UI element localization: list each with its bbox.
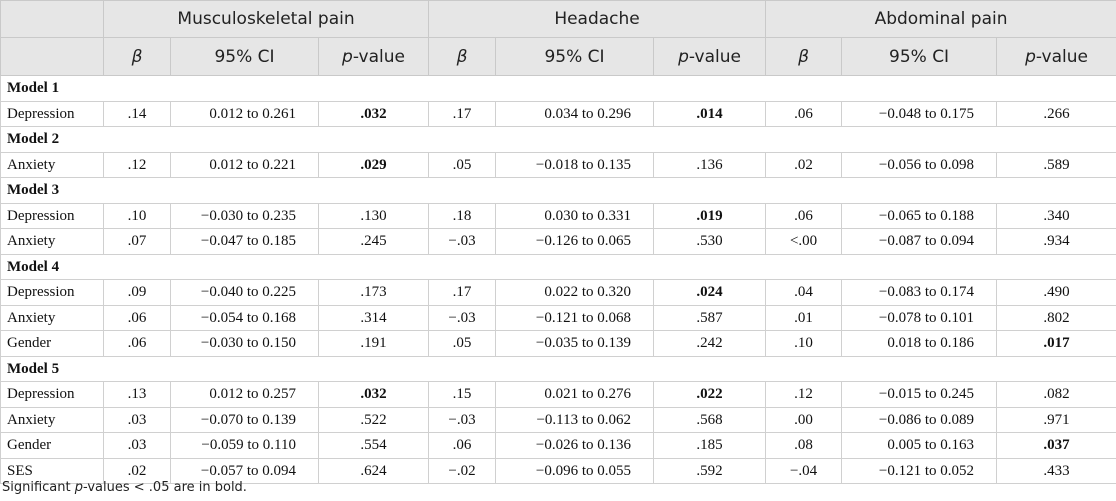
model-row [1, 178, 1116, 204]
table-row [1, 331, 1116, 357]
ci-cell: −0.096 to 0.055 [496, 458, 654, 484]
row-label: Anxiety [1, 407, 104, 433]
ci-cell: −0.030 to 0.150 [171, 331, 319, 357]
col-header-p: p-value [654, 38, 766, 76]
table-row [1, 152, 1116, 178]
table-row [1, 280, 1116, 306]
model-title: Model 2 [1, 127, 1116, 153]
ci-cell: −0.040 to 0.225 [171, 280, 319, 306]
p-value-cell: .266 [997, 101, 1116, 127]
row-label: Depression [1, 280, 104, 306]
col-header-ci: 95% CI [842, 38, 997, 76]
ci-cell: −0.059 to 0.110 [171, 433, 319, 459]
ci-cell: 0.030 to 0.331 [496, 203, 654, 229]
beta-cell: .18 [429, 203, 496, 229]
p-value-cell: .019 [654, 203, 766, 229]
p-value-cell: .624 [319, 458, 429, 484]
beta-cell: .03 [104, 433, 171, 459]
table-row [1, 229, 1116, 255]
beta-cell: <.00 [766, 229, 842, 255]
p-value-cell: .934 [997, 229, 1116, 255]
group-header: Abdominal pain [766, 1, 1116, 38]
beta-cell: .12 [104, 152, 171, 178]
footnote: Significant p-values < .05 are in bold. [2, 480, 247, 495]
table-row [1, 382, 1116, 408]
model-row [1, 127, 1116, 153]
model-row [1, 76, 1116, 102]
p-value-cell: .242 [654, 331, 766, 357]
ci-cell: 0.022 to 0.320 [496, 280, 654, 306]
beta-cell: .06 [766, 203, 842, 229]
ci-cell: −0.126 to 0.065 [496, 229, 654, 255]
beta-cell: .02 [104, 458, 171, 484]
model-title: Model 4 [1, 254, 1116, 280]
p-value-cell: .185 [654, 433, 766, 459]
p-value-cell: .530 [654, 229, 766, 255]
p-value-cell: .314 [319, 305, 429, 331]
beta-cell: −.04 [766, 458, 842, 484]
beta-cell: .09 [104, 280, 171, 306]
col-header-beta: β [104, 38, 171, 76]
group-header: Headache [429, 1, 766, 38]
ci-cell: −0.057 to 0.094 [171, 458, 319, 484]
ci-cell: −0.070 to 0.139 [171, 407, 319, 433]
ci-cell: −0.086 to 0.089 [842, 407, 997, 433]
p-value-cell: .037 [997, 433, 1116, 459]
p-value-cell: .032 [319, 382, 429, 408]
p-value-cell: .554 [319, 433, 429, 459]
p-value-cell: .024 [654, 280, 766, 306]
table-row [1, 407, 1116, 433]
ci-cell: 0.018 to 0.186 [842, 331, 997, 357]
beta-cell: .02 [766, 152, 842, 178]
col-header-ci: 95% CI [496, 38, 654, 76]
beta-cell: .06 [766, 101, 842, 127]
ci-cell: 0.012 to 0.257 [171, 382, 319, 408]
p-value-cell: .802 [997, 305, 1116, 331]
ci-cell: −0.047 to 0.185 [171, 229, 319, 255]
row-label: Gender [1, 433, 104, 459]
ci-cell: 0.012 to 0.221 [171, 152, 319, 178]
ci-cell: −0.015 to 0.245 [842, 382, 997, 408]
model-row [1, 254, 1116, 280]
p-value-cell: .082 [997, 382, 1116, 408]
p-value-cell: .971 [997, 407, 1116, 433]
ci-cell: −0.026 to 0.136 [496, 433, 654, 459]
beta-cell: .10 [104, 203, 171, 229]
ci-cell: 0.021 to 0.276 [496, 382, 654, 408]
ci-cell: 0.005 to 0.163 [842, 433, 997, 459]
ci-cell: −0.065 to 0.188 [842, 203, 997, 229]
col-header-ci: 95% CI [171, 38, 319, 76]
beta-cell: .01 [766, 305, 842, 331]
p-value-cell: .014 [654, 101, 766, 127]
header-corner [1, 38, 104, 76]
row-label: Gender [1, 331, 104, 357]
p-value-cell: .032 [319, 101, 429, 127]
beta-cell: .17 [429, 101, 496, 127]
row-label: Anxiety [1, 305, 104, 331]
beta-cell: .10 [766, 331, 842, 357]
ci-cell: 0.012 to 0.261 [171, 101, 319, 127]
model-title: Model 1 [1, 76, 1116, 102]
ci-cell: −0.078 to 0.101 [842, 305, 997, 331]
ci-cell: −0.030 to 0.235 [171, 203, 319, 229]
p-value-cell: .490 [997, 280, 1116, 306]
p-value-cell: .022 [654, 382, 766, 408]
ci-cell: −0.121 to 0.052 [842, 458, 997, 484]
ci-cell: −0.048 to 0.175 [842, 101, 997, 127]
ci-cell: −0.035 to 0.139 [496, 331, 654, 357]
p-value-cell: .017 [997, 331, 1116, 357]
p-value-cell: .522 [319, 407, 429, 433]
col-header-beta: β [429, 38, 496, 76]
beta-cell: .00 [766, 407, 842, 433]
row-label: Depression [1, 101, 104, 127]
table-row [1, 305, 1116, 331]
beta-cell: .05 [429, 331, 496, 357]
p-value-cell: .029 [319, 152, 429, 178]
beta-cell: .06 [104, 331, 171, 357]
beta-cell: −.03 [429, 229, 496, 255]
p-value-cell: .130 [319, 203, 429, 229]
ci-cell: −0.018 to 0.135 [496, 152, 654, 178]
table-row [1, 433, 1116, 459]
beta-cell: .13 [104, 382, 171, 408]
beta-cell: .03 [104, 407, 171, 433]
model-row [1, 356, 1116, 382]
beta-cell: .15 [429, 382, 496, 408]
model-title: Model 3 [1, 178, 1116, 204]
p-value-cell: .245 [319, 229, 429, 255]
ci-cell: −0.056 to 0.098 [842, 152, 997, 178]
row-label: Depression [1, 203, 104, 229]
model-title: Model 5 [1, 356, 1116, 382]
beta-cell: .06 [104, 305, 171, 331]
row-label: Anxiety [1, 152, 104, 178]
beta-cell: .04 [766, 280, 842, 306]
p-value-cell: .340 [997, 203, 1116, 229]
beta-cell: .06 [429, 433, 496, 459]
row-label: SES [1, 458, 104, 484]
ci-cell: 0.034 to 0.296 [496, 101, 654, 127]
col-header-p: p-value [997, 38, 1116, 76]
beta-cell: −.02 [429, 458, 496, 484]
beta-cell: .17 [429, 280, 496, 306]
row-label: Depression [1, 382, 104, 408]
p-value-cell: .191 [319, 331, 429, 357]
col-header-p: p-value [319, 38, 429, 76]
beta-cell: .07 [104, 229, 171, 255]
p-value-cell: .433 [997, 458, 1116, 484]
beta-cell: .05 [429, 152, 496, 178]
beta-cell: .12 [766, 382, 842, 408]
ci-cell: −0.121 to 0.068 [496, 305, 654, 331]
ci-cell: −0.087 to 0.094 [842, 229, 997, 255]
p-value-cell: .589 [997, 152, 1116, 178]
beta-cell: −.03 [429, 407, 496, 433]
ci-cell: −0.113 to 0.062 [496, 407, 654, 433]
p-value-cell: .568 [654, 407, 766, 433]
group-header: Musculoskeletal pain [104, 1, 429, 38]
row-label: Anxiety [1, 229, 104, 255]
beta-cell: .14 [104, 101, 171, 127]
p-value-cell: .136 [654, 152, 766, 178]
beta-cell: .08 [766, 433, 842, 459]
table-row [1, 101, 1116, 127]
p-value-cell: .592 [654, 458, 766, 484]
header-corner [1, 1, 104, 38]
ci-cell: −0.083 to 0.174 [842, 280, 997, 306]
p-value-cell: .587 [654, 305, 766, 331]
p-value-cell: .173 [319, 280, 429, 306]
table-row [1, 203, 1116, 229]
beta-cell: −.03 [429, 305, 496, 331]
ci-cell: −0.054 to 0.168 [171, 305, 319, 331]
col-header-beta: β [766, 38, 842, 76]
